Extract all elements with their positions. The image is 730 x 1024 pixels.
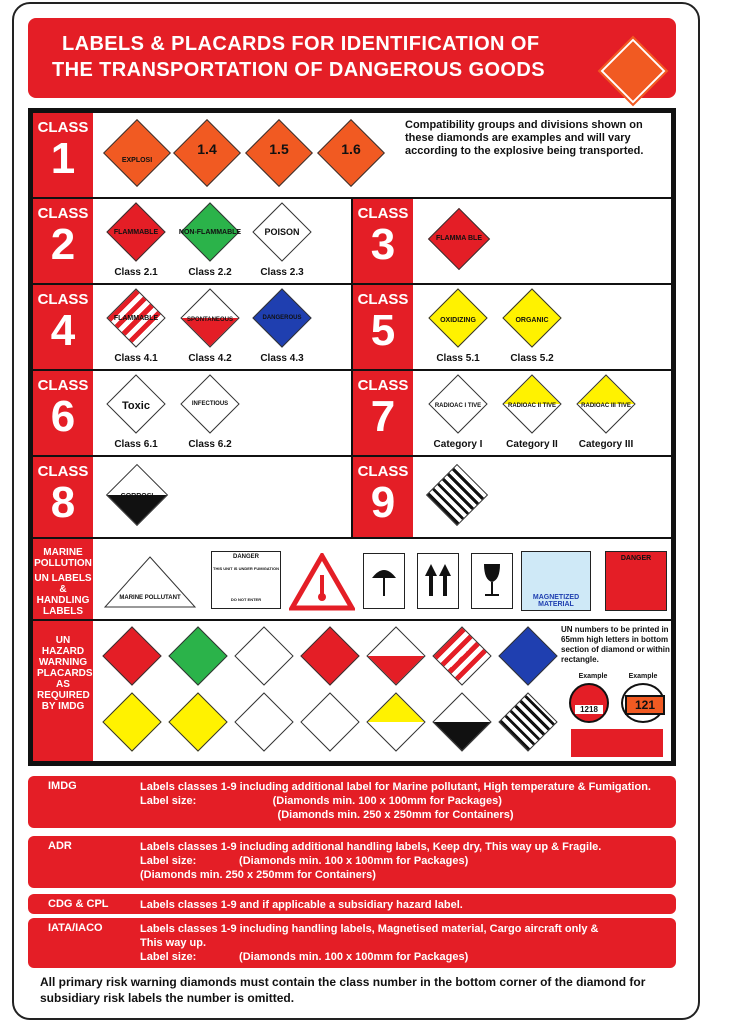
diamond-label: Toxic — [122, 400, 150, 412]
fumigation-foot: DO NOT ENTER — [230, 597, 262, 602]
class-7-tab — [353, 371, 413, 455]
diamond-label: ORGANIC — [515, 317, 549, 324]
class-2-tab — [33, 199, 93, 283]
bar-lines — [140, 840, 601, 882]
diamond-label: FLAMMA BLE — [435, 235, 482, 242]
placard-poison-gas-icon — [234, 626, 293, 685]
class-1-note: Compatibility groups and divisions shown on these diamonds are examples and will vary according to the explosive being transported. — [405, 119, 644, 157]
example-label: Example — [628, 673, 658, 680]
class-caption: Class 6.2 — [188, 439, 232, 450]
bar-line: Label size: (Diamonds min. 100 x 100mm for Packages) — [140, 795, 502, 807]
fumigation-text: THIS UNIT IS UNDER FUMIGATION — [213, 566, 279, 571]
class-5-section — [351, 283, 673, 371]
diamond-label: FLAMMABLE — [113, 229, 159, 236]
class-caption: Category II — [506, 439, 558, 450]
diamond-label: OXIDIZING — [440, 317, 476, 324]
placard-dangerous-wet-icon — [498, 626, 557, 685]
class-caption: Class 2.3 — [260, 267, 304, 278]
class-3-section — [351, 197, 673, 285]
placard-infectious-icon — [234, 692, 293, 751]
diamond-label: 1.4 — [197, 141, 217, 157]
placard-spontaneous-icon — [366, 626, 425, 685]
magnetized-material-label — [521, 551, 591, 611]
class-number: 2 — [50, 220, 76, 269]
class-word: CLASS — [357, 291, 409, 308]
diamond-label: RADIOAC III TIVE — [581, 403, 631, 409]
class-number: 1 — [50, 134, 76, 183]
keep-dry-icon — [363, 553, 405, 609]
diamond-label: EXPLOSI — [121, 157, 153, 164]
example-un-number: 1218 — [575, 705, 603, 714]
danger-text: DANGER — [620, 555, 652, 562]
orange-diamond-icon — [600, 38, 665, 103]
class-2-section — [31, 197, 353, 285]
class-6-tab — [33, 371, 93, 455]
bar-line: Label size: (Diamonds min. 100 x 100mm for Packages) — [140, 855, 469, 867]
diamond-label: POISON — [264, 227, 300, 237]
class-word: CLASS — [357, 463, 409, 480]
fragile-icon — [471, 553, 513, 609]
example-un-number: 121 — [625, 695, 665, 715]
class-number: 5 — [370, 306, 396, 355]
misc-dangerous-goods-icon — [426, 464, 488, 526]
class-5-tab — [353, 285, 413, 369]
class-1-section — [31, 111, 673, 199]
fumigation-label — [211, 551, 281, 609]
magnetized-text: MAGNETIZED MATERIAL — [532, 594, 580, 608]
diamond-label: INFECTIOUS — [191, 401, 229, 407]
placard-non-flammable-icon — [168, 626, 227, 685]
class-word: CLASS — [37, 463, 89, 480]
bar-lines — [140, 780, 651, 822]
diamond-label: NON-FLAMMABLE — [178, 229, 242, 236]
class-3-tab — [353, 199, 413, 283]
placard-misc-icon — [498, 692, 557, 751]
diamond-label: 1.5 — [269, 141, 289, 157]
bar-lines — [140, 922, 598, 964]
adr-bar — [28, 836, 676, 888]
class-number: 9 — [370, 478, 396, 527]
class-caption: Class 4.3 — [260, 353, 304, 364]
class-number: 8 — [50, 478, 76, 527]
marine-tab — [33, 539, 93, 619]
explosive-diamond-icon — [103, 119, 171, 187]
bar-line: Label size: (Diamonds min. 100 x 100mm for Packages) — [140, 951, 469, 963]
un-placards-tab: UN HAZARD WARNING PLACARDS AS REQUIRED BY IMDG — [33, 621, 93, 761]
orange-rectangle-placard — [571, 729, 663, 757]
footer-note: All primary risk warning diamonds must contain the class number in the bottom corner of the diamond for subsidiary risk labels the number is omitted. — [40, 975, 646, 1005]
marine-tab-text: & HANDLING — [36, 584, 90, 606]
bar-key: IMDG — [48, 780, 77, 792]
diamond-label: CORROSI — [120, 493, 154, 500]
class-7-section — [351, 369, 673, 457]
bar-line: Labels classes 1-9 and if applicable a subsidiary hazard label. — [140, 899, 463, 911]
class-4-section — [31, 283, 353, 371]
diamond-label: DANGEROUS — [262, 315, 302, 321]
class-word: CLASS — [37, 205, 89, 222]
class-1-tab — [33, 113, 93, 197]
cdg-cpl-bar — [28, 894, 676, 914]
danger-label — [605, 551, 667, 611]
diamond-label: RADIOAC I TIVE — [434, 403, 482, 409]
bar-line: (Diamonds min. 250 x 250mm for Containers) — [140, 809, 514, 821]
class-caption: Class 6.1 — [114, 439, 158, 450]
placard-radioactive-icon — [366, 692, 425, 751]
class-number: 6 — [50, 392, 76, 441]
class-6-section — [31, 369, 353, 457]
this-way-up-icon — [417, 553, 459, 609]
class-9-section — [351, 455, 673, 539]
title-banner — [28, 18, 676, 98]
class-caption: Class 4.2 — [188, 353, 232, 364]
bar-key: ADR — [48, 840, 72, 852]
marine-pollution-section — [31, 537, 673, 621]
class-caption: Category I — [433, 439, 483, 450]
class-caption: Class 2.2 — [188, 267, 232, 278]
bar-lines — [140, 898, 463, 912]
bar-key: IATA/IACO — [48, 922, 103, 934]
class-number: 3 — [370, 220, 396, 269]
placard-flammable-liquid-icon — [300, 626, 359, 685]
marine-tab-text: UN LABELS — [34, 573, 92, 584]
placard-corrosive-icon — [432, 692, 491, 751]
class-grid — [28, 108, 676, 766]
diamond-label: FLAMMABLE — [113, 315, 159, 322]
fumigation-title: DANGER — [232, 554, 259, 560]
class-word: CLASS — [37, 119, 89, 136]
diamond-label: 1.6 — [341, 141, 361, 157]
imdg-bar — [28, 776, 676, 828]
class-caption: Class 2.1 — [114, 267, 158, 278]
class-word: CLASS — [357, 205, 409, 222]
class-word: CLASS — [357, 377, 409, 394]
example-placard-121 — [621, 683, 665, 723]
class-caption: Class 5.2 — [510, 353, 554, 364]
bar-line: Labels classes 1-9 including additional label for Marine pollutant, High temperature & Fumigation. — [140, 781, 651, 793]
class-word: CLASS — [37, 291, 89, 308]
class-number: 4 — [50, 306, 76, 355]
title-line-2: THE TRANSPORTATION OF DANGEROUS GOODS — [52, 59, 545, 81]
class-caption: Class 4.1 — [114, 353, 158, 364]
placard-flammable-gas-icon — [102, 626, 161, 685]
title-line-1: LABELS & PLACARDS FOR IDENTIFICATION OF — [62, 33, 540, 55]
class-4-tab — [33, 285, 93, 369]
example-placard-1218 — [569, 683, 609, 723]
class-number: 7 — [370, 392, 396, 441]
diamond-label: SPONTANEOUS — [187, 317, 233, 323]
marine-tab-text: POLLUTION — [34, 558, 92, 569]
bar-key: CDG & CPL — [48, 898, 109, 910]
placard-oxidizing-icon — [102, 692, 161, 751]
placard-flammable-solid-icon — [432, 626, 491, 685]
marine-tab-text: MARINE — [43, 547, 83, 558]
high-temperature-icon — [289, 553, 355, 611]
marine-pollutant-label: MARINE POLLUTANT — [119, 595, 181, 601]
marine-tab-text: LABELS — [43, 606, 83, 617]
class-8-tab — [33, 457, 93, 537]
placard-organic-peroxide-icon — [168, 692, 227, 751]
class-9-tab — [353, 457, 413, 537]
class-caption: Category III — [578, 439, 634, 450]
placard-toxic-icon — [300, 692, 359, 751]
example-label: Example — [578, 673, 608, 680]
bar-line: Labels classes 1-9 including handling labels, Magnetised material, Cargo aircraft only & — [140, 923, 599, 935]
un-placards-section — [31, 619, 673, 763]
iata-iaco-bar — [28, 918, 676, 968]
bar-line: Labels classes 1-9 including additional handling labels, Keep dry, This way up & Fragile. — [140, 841, 602, 853]
class-word: CLASS — [37, 377, 89, 394]
bar-line: This way up. — [140, 937, 207, 949]
diamond-label: RADIOAC II TIVE — [507, 403, 556, 409]
class-8-section — [31, 455, 353, 539]
class-caption: Class 5.1 — [436, 353, 480, 364]
un-placards-note: UN numbers to be printed in 65mm high letters in bottom section of diamond or within rectangle. — [561, 625, 670, 664]
bar-line: (Diamonds min. 250 x 250mm for Containers) — [140, 869, 376, 881]
